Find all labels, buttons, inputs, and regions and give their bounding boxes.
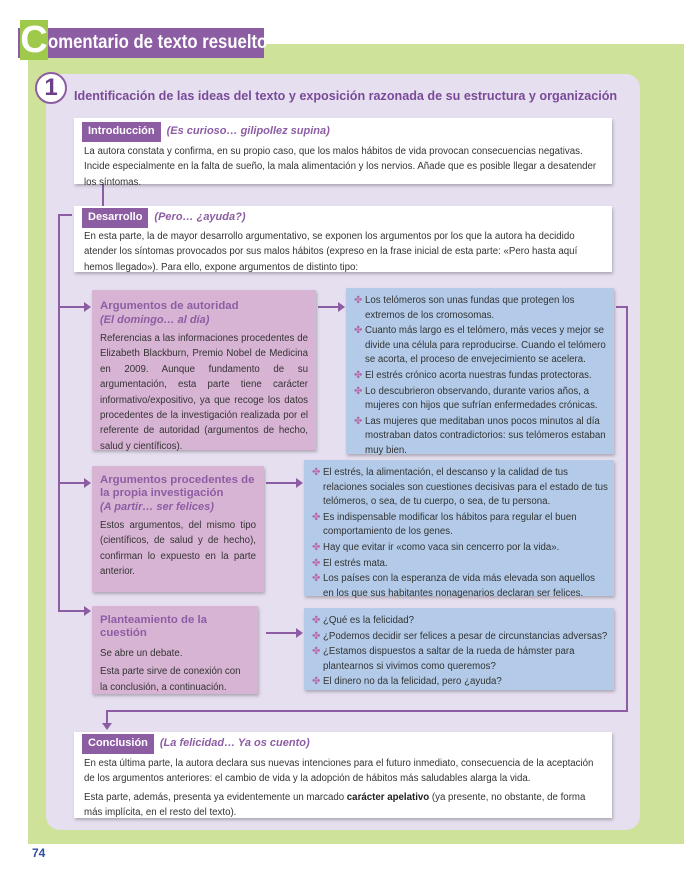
arrow-icon xyxy=(84,606,91,616)
block-quote: (El domingo… al día) xyxy=(100,314,210,326)
bullet-icon: ✤ xyxy=(354,369,363,381)
bullet-icon: ✤ xyxy=(312,467,321,478)
list-item: ✤ ¿Podemos decidir ser felices a pesar de circunstancias adversas? xyxy=(312,630,608,645)
desarrollo-tag: Desarrollo xyxy=(82,208,148,228)
block-heading: Planteamiento de la cuestión xyxy=(100,614,207,639)
connector-line xyxy=(616,306,628,308)
authority-arguments-box xyxy=(92,290,316,450)
list-item: ✤ ¿Estamos dispuestos a saltar de la rueda de hámster para plantearnos si vivimos como queremos? xyxy=(312,646,575,672)
connector-line xyxy=(58,214,60,610)
list-item: ✤ Hay que evitar ir «como vaca sin cencerro por la vida». xyxy=(312,541,608,556)
bullet-icon: ✤ xyxy=(354,295,363,306)
list-item: ✤ ¿Qué es la felicidad? xyxy=(312,614,608,629)
list-item: ✤ Es indispensable modificar los hábitos para regular el buen comportamiento de los genes. xyxy=(312,511,577,538)
page-number: 74 xyxy=(32,846,46,860)
block-text: Estos argumentos, del mismo tipo (científicos, de salud y de hecho), confirman lo expuesto en la parte anterior. xyxy=(100,520,256,578)
research-bullets-box xyxy=(304,460,614,599)
block-heading: Argumentos procedentes de la propia investigación xyxy=(100,474,255,499)
connector-line xyxy=(626,306,628,712)
connector-line xyxy=(266,482,296,484)
bullet-icon: ✤ xyxy=(312,646,321,658)
arrow-icon xyxy=(84,302,91,312)
connector-line xyxy=(318,306,338,308)
bullet-icon: ✤ xyxy=(312,541,321,553)
question-box xyxy=(92,606,258,694)
intro-card xyxy=(74,118,612,188)
list-item: ✤ El estrés, la alimentación, el descanso y la calidad de tus relaciones sociales son cuestiones decisivas para el estado de tus telómeros, o sea, de tu cuerpo, o sea, de tu persona. xyxy=(312,467,608,508)
bullet-icon: ✤ xyxy=(354,385,363,397)
connector-line xyxy=(266,632,296,634)
connector-line xyxy=(58,306,84,308)
connector-line xyxy=(106,710,108,724)
bullet-icon: ✤ xyxy=(354,415,363,427)
header-title: omentario de texto resuelto xyxy=(48,32,268,53)
block-heading: Argumentos de autoridad xyxy=(100,300,239,312)
block-text: Esta parte sirve de conexión con la conclusión, a continuación. xyxy=(100,666,241,693)
connector-line xyxy=(58,610,84,612)
arrow-icon xyxy=(338,302,345,312)
list-item: ✤ Las mujeres que meditaban unos pocos minutos al día mostraban datos contradictorios: sus telómeros estaban muy bien. xyxy=(354,415,606,456)
list-item: ✤ Los telómeros son unas fundas que protegen los extremos de los cromosomas. xyxy=(354,295,575,321)
section-number: 1 xyxy=(35,72,67,104)
question-bullets-box xyxy=(304,608,614,690)
list-item: ✤ El estrés crónico acorta nuestras fundas protectoras. xyxy=(354,369,608,384)
list-item: ✤ El dinero no da la felicidad, pero ¿ayuda? xyxy=(312,675,608,690)
arrow-icon xyxy=(296,628,303,638)
bullet-icon: ✤ xyxy=(312,630,321,642)
list-item: ✤ Lo descubrieron observando, durante varios años, a mujeres con hijos que sufrían enfermedades crónicas. xyxy=(354,385,598,412)
intro-tag: Introducción xyxy=(82,122,161,142)
conclusion-text: En esta última parte, la autora declara sus nuevas intenciones para el futuro inmediato, consecuencia de la aceptación de los argumentos anteriores: el cambio de vida y la adopción de hábitos más saludables alarga la vida. xyxy=(84,757,594,785)
section-title: Identificación de las ideas del texto y exposición razonada de su estructura y organización xyxy=(74,89,618,103)
bullet-icon: ✤ xyxy=(312,615,321,626)
header-initial: C xyxy=(20,19,48,61)
connector-line xyxy=(106,710,628,712)
research-arguments-box xyxy=(92,466,264,592)
conclusion-quote: (La felicidad… Ya os cuento) xyxy=(159,737,310,749)
arrow-icon xyxy=(102,723,112,730)
desarrollo-text: En esta parte, la de mayor desarrollo argumentativo, se exponen los argumentos por los que la autora ha decidido atender los síntomas provocados por sus malos hábitos (expreso en la frase inicial de esta parte: «Pero hasta aquí hemos llegado»). Para ello, expone argumentos de distinto tipo: xyxy=(84,230,578,273)
bullet-icon: ✤ xyxy=(312,557,321,569)
list-item: ✤ Los países con la esperanza de vida más elevada son aquellos en los que sus habitantes nonagenarios declaran ser felices. xyxy=(312,573,595,599)
block-quote: (A partir… ser felices) xyxy=(100,501,214,513)
desarrollo-quote: (Pero… ¿ayuda?) xyxy=(154,211,246,223)
arrow-icon xyxy=(84,478,91,488)
intro-text: La autora constata y confirma, en su propio caso, que los malos hábitos de vida provocan consecuencias negativas. Incide especialmente en la falta de sueño, la mala alimentación y los nervios. Añade que es posible llegar a desatender los síntomas. xyxy=(84,145,597,188)
conclusion-tag: Conclusión xyxy=(82,734,154,754)
block-text: Referencias a las informaciones procedentes de Elizabeth Blackburn, Premio Nobel de Medicina en 2009. Aunque fundamento de su argumentación, esta parte tiene carácter informativo/expositivo, ya que recoge los datos procedentes de la investigación realizada por el referente de autoridad (argumentos de hecho, salud y científicos). xyxy=(100,333,308,452)
list-item: ✤ Cuanto más largo es el telómero, más veces y mejor se divide una célula para reproducirse. Cuando el telómero se acorta, el proceso de envejecimiento se acelera. xyxy=(354,325,606,366)
bullet-icon: ✤ xyxy=(312,511,321,523)
conclusion-card xyxy=(74,732,612,818)
bullet-icon: ✤ xyxy=(354,325,363,337)
bullet-icon: ✤ xyxy=(312,573,321,585)
connector-line xyxy=(58,214,72,216)
arrow-icon xyxy=(296,478,303,488)
list-item: ✤ El estrés mata. xyxy=(312,557,608,572)
block-text: Se abre un debate. xyxy=(100,648,183,659)
intro-quote: (Es curioso… gilipollez supina) xyxy=(166,125,330,137)
authority-bullets-box xyxy=(346,288,614,454)
desarrollo-card xyxy=(74,206,612,272)
connector-line xyxy=(58,482,84,484)
conclusion-text-2: Esta parte, además, presenta ya evidentemente un marcado carácter apelativo (ya presente, no obstante, de forma más implícita, en el resto del texto). xyxy=(84,791,586,819)
bullet-icon: ✤ xyxy=(312,676,321,688)
